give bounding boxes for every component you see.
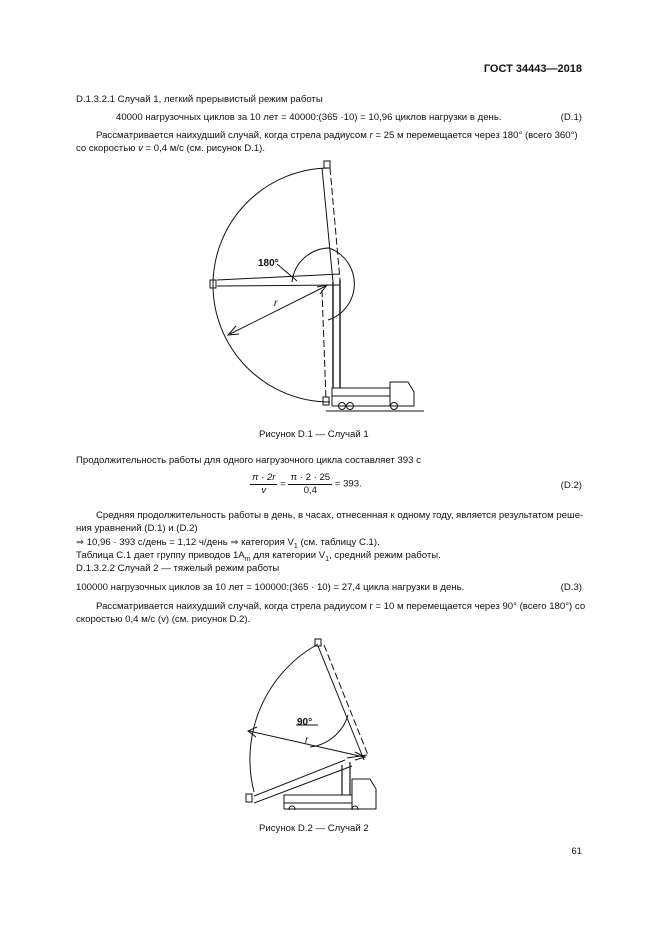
- figure-d2-radius-label: r: [305, 735, 309, 746]
- equation-number-d3: (D.3): [560, 582, 582, 593]
- figure-d2-caption: Рисунок D.2 — Случай 2: [259, 823, 369, 834]
- paragraph-case-2-line-2: скоростью 0,4 м/с (v) (см. рисунок D.2).: [76, 614, 251, 625]
- figure-d1-angle-label: 180°: [258, 258, 279, 269]
- figure-d2-crane-diagram: [235, 630, 395, 810]
- paragraph-case-1-line-1: Рассматривается наихудший случай, когда стрела радиусом r = 25 м перемещается через 180° (всего 360°): [96, 130, 578, 141]
- equation-d3: 100000 нагрузочных циклов за 10 лет = 100000:(365 · 10) = 27,4 цикла нагрузки в день.: [76, 582, 465, 593]
- average-line-2: ния уравнений (D.1) и (D.2): [76, 523, 198, 534]
- figure-d1-crane-diagram: [200, 160, 440, 420]
- document-number: ГОСТ 34443—2018: [483, 63, 582, 75]
- average-line-3: ⇒ 10,96 · 393 с/день = 1,12 ч/день ⇒ категория $V_1$ (см. таблицу C.1).: [76, 537, 380, 550]
- paragraph-case-2-line-1: Рассматривается наихудший случай, когда стрела радиусом r = 10 м перемещается через 90° (всего 180°) со: [96, 601, 586, 612]
- figure-d1-radius-label: r: [274, 298, 278, 309]
- equation-number-d2: (D.2): [560, 480, 582, 491]
- section-heading-case-2: D.1.3.2.2 Случай 2 — тяжелый режим работы: [76, 563, 280, 574]
- equation-d1: 40000 нагрузочных циклов за 10 лет = 40000:(365 ·10) = 10,96 циклов нагрузки в день.: [116, 112, 502, 123]
- average-line-4: Таблица C.1 дает группу приводов $1A_m$ для категории $V_1$, средний режим работы.: [76, 550, 441, 563]
- equation-d2: $\frac{\pi \cdot 2r}{v}$ = $\frac{\pi \cdot 2 \cdot 25}{0,4}$ = 393.: [252, 472, 362, 496]
- figure-d1-caption: Рисунок D.1 — Случай 1: [259, 429, 369, 440]
- duration-text: Продолжительность работы для одного нагрузочного цикла составляет 393 с: [76, 455, 421, 466]
- paragraph-case-1-line-2: со скоростью v = 0,4 м/с (см. рисунок D.1).: [76, 143, 266, 154]
- page-number: 61: [571, 846, 582, 857]
- section-heading-case-1: D.1.3.2.1 Случай 1, легкий прерывистый режим работы: [76, 94, 323, 105]
- average-line-1: Средняя продолжительность работы в день, в часах, отнесенная к одному году, является результатом реше-: [96, 510, 584, 521]
- equation-number-d1: (D.1): [560, 112, 582, 123]
- figure-d2-angle-label: 90°: [297, 717, 313, 728]
